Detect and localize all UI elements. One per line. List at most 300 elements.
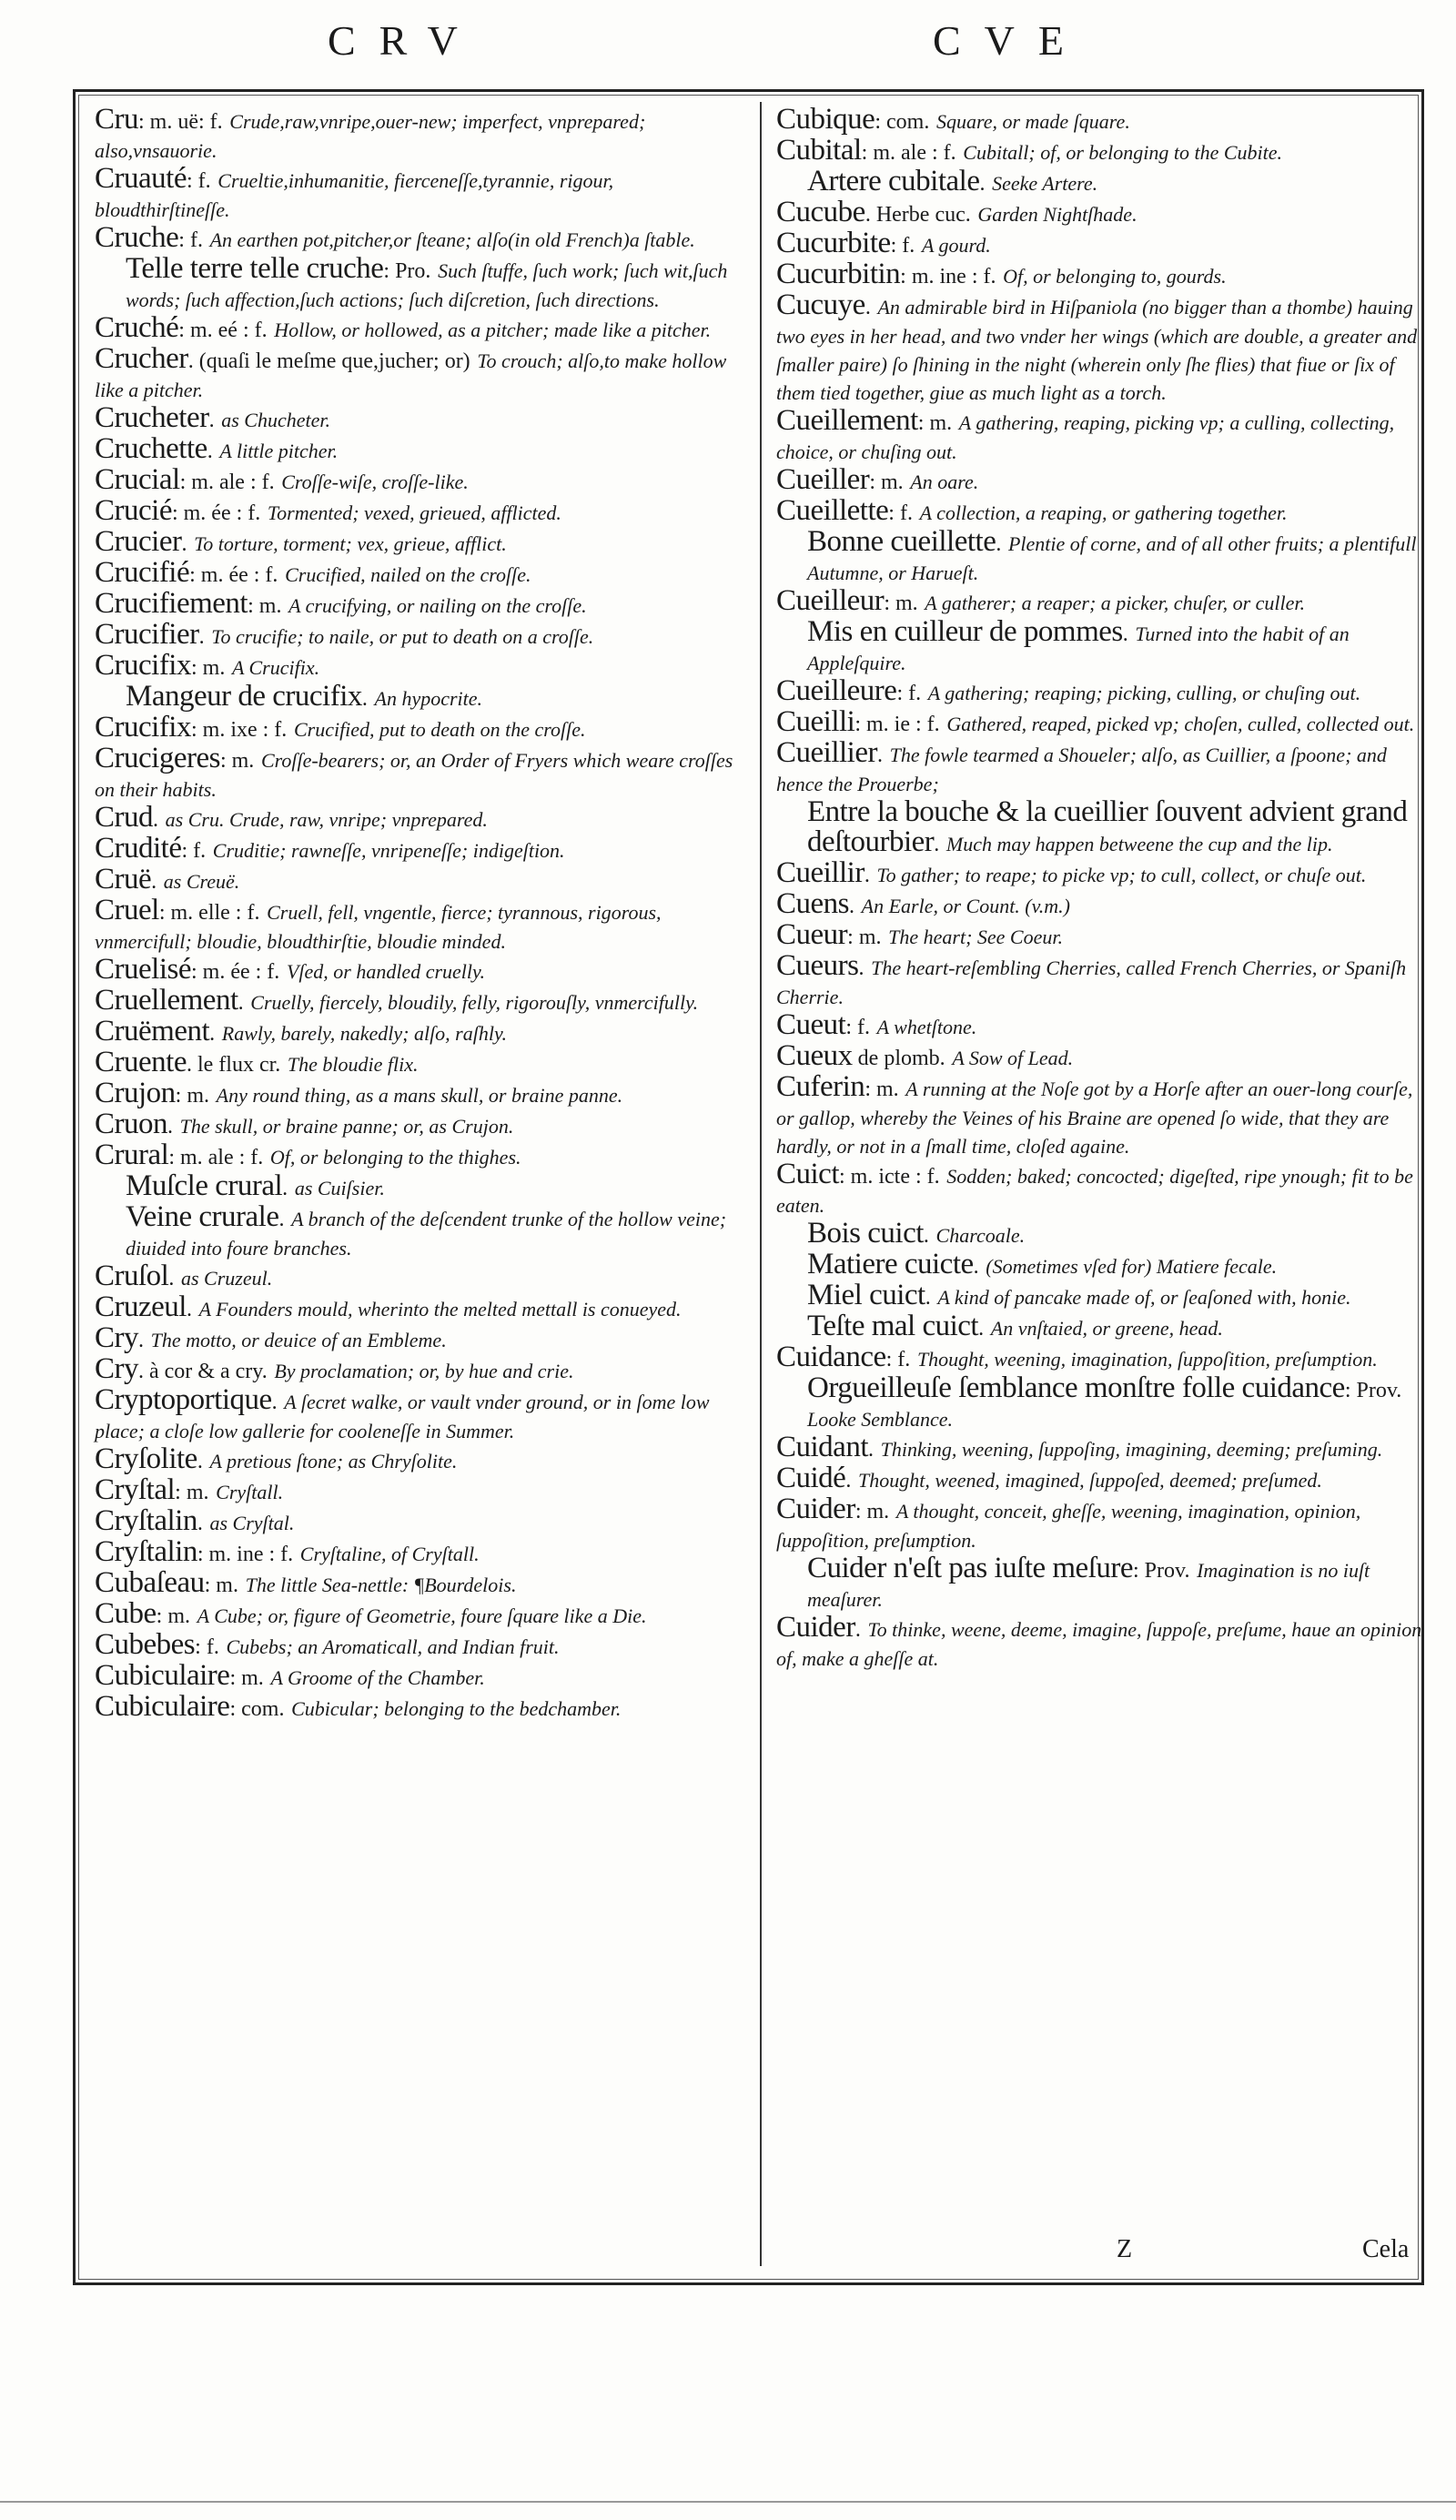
grammar-note: . bbox=[845, 1469, 852, 1493]
headword: Cruchette bbox=[95, 432, 207, 465]
headword: Miel cuict bbox=[807, 1279, 925, 1311]
headword: Cubebes bbox=[95, 1628, 196, 1661]
grammar-note: : f. bbox=[888, 501, 913, 525]
headword: Cry bbox=[95, 1352, 138, 1385]
grammar-note: : m. bbox=[229, 1666, 264, 1690]
right-column-entry bbox=[776, 494, 1431, 528]
left-column-entry bbox=[95, 103, 750, 165]
headword: Matiere cuicte bbox=[807, 1248, 974, 1280]
left-column-entry bbox=[95, 1690, 750, 1724]
definition: A running at the Noſe got by a Horſe after an ouer-long courſe, or gallop, whereby the Veines of his Braine are opened ſo wide, that they are hardly, or not in a ſmall time, cloſed againe. bbox=[776, 1078, 1413, 1158]
grammar-note: . bbox=[925, 1286, 931, 1310]
definition: The skull, or braine panne; or, as Crujon. bbox=[179, 1115, 514, 1138]
left-column-entry bbox=[95, 311, 750, 345]
grammar-note: . bbox=[282, 1177, 288, 1200]
right-column-entry bbox=[776, 198, 1431, 229]
definition: To thinke, weene, deeme, imagine, ſuppoſe, preſume, haue an opinion of, make a gheſſe at. bbox=[776, 1618, 1422, 1670]
definition: A collection, a reaping, or gathering together. bbox=[919, 501, 1288, 524]
right-column-entry bbox=[776, 918, 1431, 952]
grammar-note: : com. bbox=[875, 110, 930, 134]
headword: Crujon bbox=[95, 1077, 176, 1109]
left-column-entry bbox=[95, 162, 750, 224]
definition: Gathered, reaped, picked vp; choſen, culled, collected out. bbox=[946, 713, 1415, 735]
grammar-note: . bbox=[151, 870, 157, 894]
grammar-note: . bbox=[168, 1267, 175, 1290]
grammar-note: . bbox=[198, 625, 205, 649]
left-column-entry bbox=[95, 984, 750, 1017]
headword: Cryſtalin bbox=[95, 1535, 197, 1568]
definition: Charcoale. bbox=[935, 1224, 1026, 1247]
headword: Cruëment bbox=[95, 1015, 210, 1047]
grammar-note: . bbox=[858, 956, 864, 980]
headword: Crucheter bbox=[95, 401, 209, 434]
headword: Cueillir bbox=[776, 856, 864, 889]
right-column-entry bbox=[776, 1250, 1431, 1281]
left-column-entry bbox=[95, 1535, 750, 1569]
headword: Crural bbox=[95, 1139, 169, 1171]
definition: The fowle tearmed a Shoueler; alſo, as Cuillier, a ſpoone; and hence the Prouerbe; bbox=[776, 744, 1387, 795]
bottom-rule bbox=[0, 2501, 1456, 2503]
headword: Crucigeres bbox=[95, 742, 220, 774]
definition: Tormented; vexed, grieued, afflicted. bbox=[267, 501, 561, 524]
grammar-note: : f. bbox=[195, 1635, 219, 1659]
left-column-entry bbox=[95, 680, 750, 713]
headword: Cruellement bbox=[95, 984, 238, 1017]
left-column-entry bbox=[95, 1352, 750, 1386]
headword: Teſte mal cuict bbox=[807, 1310, 979, 1342]
grammar-note: : m. ée : f. bbox=[190, 960, 280, 984]
headword: Cueillier bbox=[776, 736, 877, 769]
right-column-entry bbox=[776, 525, 1431, 587]
definition: Cryſtall. bbox=[216, 1481, 284, 1503]
grammar-note: : m. ée : f. bbox=[189, 563, 278, 587]
definition: To torture, torment; vex, grieue, afflict. bbox=[194, 532, 507, 555]
headword: Crucifix bbox=[95, 711, 191, 744]
headword: Cryſtalin bbox=[95, 1504, 197, 1537]
definition: as Cruzeul. bbox=[180, 1267, 273, 1290]
grammar-note: . (quaſi le meſme que,jucher; or) bbox=[187, 349, 470, 373]
grammar-note: . bbox=[854, 1618, 861, 1642]
definition: Turned into the habit of an Appleſquire. bbox=[807, 622, 1350, 674]
headword: Mis en cuilleur de pommes bbox=[807, 615, 1123, 648]
headword: Cueilleure bbox=[776, 674, 897, 707]
headword: Cueillette bbox=[776, 494, 889, 527]
right-column-entry bbox=[776, 1371, 1431, 1433]
grammar-note: : f. bbox=[178, 228, 203, 252]
headword: Crucier bbox=[95, 525, 182, 558]
grammar-note: : Prov. bbox=[1133, 1559, 1190, 1583]
right-column-entry bbox=[776, 1008, 1431, 1042]
right-column-entry bbox=[776, 1070, 1431, 1160]
left-column-entry bbox=[95, 1597, 750, 1631]
grammar-note: . bbox=[979, 172, 986, 196]
definition: An vnſtaied, or greene, head. bbox=[990, 1317, 1223, 1340]
grammar-note: de plomb. bbox=[852, 1047, 945, 1070]
headword: Cuider bbox=[776, 1493, 855, 1525]
grammar-note: : Pro. bbox=[383, 259, 431, 283]
definition: Looke Semblance. bbox=[807, 1408, 954, 1431]
left-column-entry bbox=[95, 1169, 750, 1203]
left-column-entry bbox=[95, 865, 750, 896]
grammar-note: . bbox=[864, 296, 871, 319]
definition: An admirable bird in Hiſpaniola (no bigger than a thombe) hauing two eyes in her head, and two vnder her wings (which are double, a greater and ſmaller paire) ſo ſhining in the night (wherein only ſhe flies) that fiue or ſix of them tied together, giue as much light as a torch. bbox=[776, 296, 1418, 404]
grammar-note: : m. bbox=[847, 926, 882, 949]
headword: Orgueilleuſe ſemblance monſtre folle cuidance bbox=[807, 1371, 1345, 1404]
left-column-entry bbox=[95, 1141, 750, 1172]
definition: Crueltie,inhumanitie, fierceneſſe,tyrannie, rigour, bloudthirſtineſſe. bbox=[95, 169, 614, 221]
left-column-entry bbox=[95, 896, 750, 956]
definition: Crude,raw,vnripe,ouer-new; imperfect, vnprepared; also,vnsauorie. bbox=[95, 110, 646, 162]
definition: Thinking, weening, ſuppoſing, imagining, deeming; preſuming. bbox=[880, 1438, 1383, 1461]
definition: Cubicular; belonging to the bedchamber. bbox=[291, 1697, 622, 1720]
definition: as Chucheter. bbox=[221, 409, 331, 431]
grammar-note: : m. bbox=[917, 411, 953, 435]
grammar-note: : m. bbox=[864, 1078, 899, 1101]
grammar-note: : m. bbox=[175, 1084, 210, 1108]
left-column-entry bbox=[95, 252, 750, 314]
grammar-note: . le flux cr. bbox=[186, 1053, 281, 1077]
headword: Cueux bbox=[776, 1039, 853, 1072]
left-column-entry bbox=[95, 556, 750, 590]
headword: Cuider n'eſt pas iuſte meſure bbox=[807, 1552, 1134, 1584]
headword: Cuidé bbox=[776, 1462, 846, 1494]
right-column-entry bbox=[776, 134, 1431, 167]
running-head-left: CRV bbox=[328, 17, 481, 64]
definition: Of, or belonging to the thighes. bbox=[269, 1146, 521, 1169]
right-column-entry bbox=[776, 705, 1431, 739]
grammar-note: : m. ixe : f. bbox=[190, 718, 288, 742]
grammar-note: : m. elle : f. bbox=[158, 901, 260, 925]
grammar-note: . bbox=[978, 1317, 985, 1341]
definition: To crouch; alſo,to make hollow like a pitcher. bbox=[95, 349, 727, 401]
right-column-entry bbox=[776, 1464, 1431, 1495]
left-column-entry bbox=[95, 1442, 750, 1476]
grammar-note: . bbox=[207, 440, 213, 463]
grammar-note: : m. ale : f. bbox=[861, 141, 956, 165]
left-column-entry bbox=[95, 649, 750, 683]
headword: Cruzeul bbox=[95, 1290, 187, 1323]
column-divider bbox=[760, 102, 762, 2266]
definition: Crucified, put to death on the croſſe. bbox=[293, 718, 586, 741]
definition: Cubebs; an Aromaticall, and Indian fruit. bbox=[226, 1635, 560, 1658]
definition: A gathering, reaping, picking vp; a culling, collecting, choice, or chuſing out. bbox=[776, 411, 1395, 463]
signature-mark: Z bbox=[1117, 2235, 1133, 2263]
grammar-note: : m. ée : f. bbox=[171, 501, 261, 525]
definition: A gathering; reaping; picking, culling, or chuſing out. bbox=[927, 682, 1361, 704]
definition: An Earle, or Count. (v.m.) bbox=[861, 895, 1070, 917]
right-column-entry bbox=[776, 615, 1431, 677]
definition: Vſed, or handled cruelly. bbox=[286, 960, 486, 983]
headword: Muſcle crural bbox=[126, 1169, 283, 1202]
headword: Crucifix bbox=[95, 649, 191, 682]
definition: as Creuë. bbox=[163, 870, 240, 893]
definition: A crucifying, or nailing on the croſſe. bbox=[288, 594, 587, 617]
left-column-entry bbox=[95, 744, 750, 804]
headword: Cubique bbox=[776, 103, 875, 136]
headword: Veine crurale bbox=[126, 1200, 279, 1233]
definition: An hypocrite. bbox=[374, 687, 483, 710]
grammar-note: . bbox=[934, 833, 940, 856]
headword: Cryptoportique bbox=[95, 1383, 272, 1416]
grammar-note: : f. bbox=[181, 839, 207, 863]
definition: Garden Nightſhade. bbox=[977, 203, 1138, 226]
definition: A whetſtone. bbox=[876, 1016, 977, 1038]
grammar-note: . bbox=[996, 532, 1002, 556]
left-column-entry bbox=[95, 832, 750, 865]
grammar-note: . bbox=[864, 864, 870, 887]
definition: Plentie of corne, and of all other fruits; a plentifull Autumne, or Harueſt. bbox=[807, 532, 1417, 584]
headword: Cucuye bbox=[776, 288, 865, 321]
right-column-entry bbox=[776, 404, 1431, 466]
headword: Cryſolite bbox=[95, 1442, 197, 1475]
left-column-entry bbox=[95, 1473, 750, 1507]
definition: Croſſe-wiſe, croſſe-like. bbox=[281, 471, 469, 493]
grammar-note: : m. ale : f. bbox=[179, 471, 275, 494]
headword: Artere cubitale bbox=[807, 165, 980, 197]
definition: (Sometimes vſed for) Matiere fecale. bbox=[986, 1255, 1278, 1278]
definition: A Groome of the Chamber. bbox=[270, 1666, 485, 1689]
definition: A Cube; or, figure of Geometrie, foure ſquare like a Die. bbox=[197, 1604, 647, 1627]
grammar-note: . bbox=[209, 1022, 216, 1046]
grammar-note: . bbox=[271, 1391, 278, 1414]
grammar-note: . bbox=[167, 1115, 173, 1139]
headword: Crucifié bbox=[95, 556, 190, 589]
headword: Cruauté bbox=[95, 162, 187, 195]
left-column-entry bbox=[95, 401, 750, 435]
headword: Cubaſeau bbox=[95, 1566, 205, 1599]
headword: Cueilli bbox=[776, 705, 855, 738]
grammar-note: : m. ine : f. bbox=[900, 265, 996, 288]
definition: Cruell, fell, vngentle, fierce; tyrannous, rigorous, vnmercifull; bloudie, bloudthirſtie, bloudie minded. bbox=[95, 901, 662, 953]
right-column-entry bbox=[776, 103, 1431, 137]
definition: A ſecret walke, or vault vnder ground, or in ſome low place; a cloſe low gallerie for cooleneſſe in Summer. bbox=[95, 1391, 710, 1442]
grammar-note: . bbox=[181, 532, 187, 556]
grammar-note: : m. bbox=[190, 656, 226, 680]
right-column-entry bbox=[776, 887, 1431, 921]
right-column-entry bbox=[776, 1312, 1431, 1343]
grammar-note: : m. eé : f. bbox=[178, 319, 268, 342]
right-column-entry bbox=[776, 1554, 1431, 1614]
right-column-entry bbox=[776, 1217, 1431, 1250]
left-column-entry bbox=[95, 342, 750, 404]
grammar-note: . bbox=[973, 1255, 979, 1279]
grammar-note: . bbox=[153, 808, 158, 832]
grammar-note: : m. bbox=[219, 749, 255, 773]
headword: Crudité bbox=[95, 832, 182, 865]
grammar-note: : Prov. bbox=[1344, 1379, 1402, 1402]
right-column-entry bbox=[776, 584, 1431, 618]
catchword: Cela bbox=[1362, 2235, 1410, 2263]
headword: Cuferin bbox=[776, 1070, 865, 1103]
headword: Entre la bouche & la cueillier ſouvent advient grand deſtourbier bbox=[807, 795, 1408, 858]
grammar-note: : f. bbox=[186, 169, 211, 193]
grammar-note: . bbox=[238, 991, 244, 1015]
grammar-note: : m. icte : f. bbox=[839, 1165, 940, 1189]
grammar-note: . bbox=[197, 1512, 203, 1535]
left-column bbox=[95, 103, 750, 1724]
grammar-note: : m. bbox=[175, 1481, 209, 1504]
definition: A little pitcher. bbox=[219, 440, 339, 462]
left-column-entry bbox=[95, 525, 750, 559]
left-column-entry bbox=[95, 1110, 750, 1141]
headword: Crucié bbox=[95, 494, 172, 527]
definition: The heart-reſembling Cherries, called French Cherries, or Spaniſh Cherrie. bbox=[776, 956, 1407, 1008]
headword: Cucube bbox=[776, 196, 865, 228]
left-column-entry bbox=[95, 1290, 750, 1324]
definition: Such ſtuffe, ſuch work; ſuch wit,ſuch words; ſuch affection,ſuch actions; ſuch diſcretion, ſuch directions. bbox=[126, 259, 728, 311]
headword: Bois cuict bbox=[807, 1217, 924, 1250]
definition: Square, or made ſquare. bbox=[935, 110, 1130, 133]
headword: Cueut bbox=[776, 1008, 846, 1041]
headword: Cruché bbox=[95, 311, 179, 344]
grammar-note: . bbox=[849, 895, 854, 918]
definition: as Cuiſsier. bbox=[294, 1177, 385, 1199]
grammar-note: . à cor & a cry. bbox=[138, 1360, 268, 1383]
grammar-note: : m. bbox=[156, 1604, 191, 1628]
right-column-entry bbox=[776, 1281, 1431, 1312]
grammar-note: : m. bbox=[248, 594, 282, 618]
left-column-entry bbox=[95, 1321, 750, 1355]
headword: Bonne cueillette bbox=[807, 525, 996, 558]
grammar-note: . bbox=[186, 1298, 192, 1321]
definition: Much may happen betweene the cup and the lip. bbox=[945, 833, 1333, 855]
definition: Cryſtaline, of Cryſtall. bbox=[299, 1543, 480, 1565]
left-column-entry bbox=[95, 1659, 750, 1693]
grammar-note: . bbox=[361, 687, 368, 711]
right-column-entry bbox=[776, 1343, 1431, 1374]
headword: Cueurs bbox=[776, 949, 859, 982]
headword: Cuidance bbox=[776, 1341, 886, 1373]
left-column-entry bbox=[95, 463, 750, 497]
headword: Cru bbox=[95, 103, 138, 136]
definition: A Founders mould, wherinto the melted mettall is conueyed. bbox=[198, 1298, 682, 1321]
definition: A gatherer; a reaper; a picker, chuſer, or culler. bbox=[925, 592, 1306, 614]
headword: Crucifiement bbox=[95, 587, 248, 620]
definition: Thought, weened, imagined, ſuppoſed, deemed; preſumed. bbox=[857, 1469, 1322, 1492]
grammar-note: . bbox=[208, 409, 215, 432]
left-column-entry bbox=[95, 494, 750, 528]
left-column-entry bbox=[95, 618, 750, 652]
right-column-entry bbox=[776, 856, 1431, 890]
left-column-entry bbox=[95, 1017, 750, 1048]
headword: Cubital bbox=[776, 134, 862, 167]
grammar-note: : m. bbox=[869, 471, 904, 494]
definition: Crucified, nailed on the croſſe. bbox=[285, 563, 531, 586]
running-head-right: CVE bbox=[933, 17, 1087, 64]
grammar-note: : f. bbox=[896, 682, 922, 705]
left-column-entry bbox=[95, 953, 750, 987]
grammar-note: : m. ine : f. bbox=[197, 1543, 294, 1566]
definition: Of, or belonging to, gourds. bbox=[1003, 265, 1227, 288]
grammar-note: : m. bbox=[204, 1574, 238, 1597]
definition: Cruditie; rawneſſe, vnripeneſſe; indigeſtion. bbox=[212, 839, 565, 862]
definition: A pretious ſtone; as Chryſolite. bbox=[209, 1450, 458, 1473]
left-column-entry bbox=[95, 1262, 750, 1293]
definition: Seeke Artere. bbox=[992, 172, 1098, 195]
definition: Any round thing, as a mans skull, or braine panne. bbox=[216, 1084, 623, 1107]
right-column-entry bbox=[776, 1039, 1431, 1073]
grammar-note: . bbox=[868, 1438, 874, 1462]
grammar-note: . bbox=[138, 1329, 144, 1352]
grammar-note: . bbox=[197, 1450, 203, 1473]
definition: Cubitall; of, or belonging to the Cubite. bbox=[963, 141, 1283, 164]
definition: To crucifie; to naile, or put to death on a croſſe. bbox=[211, 625, 594, 648]
right-column-entry bbox=[776, 949, 1431, 1011]
grammar-note: : f. bbox=[845, 1016, 870, 1039]
headword: Cuidant bbox=[776, 1431, 868, 1463]
headword: Cruel bbox=[95, 894, 159, 926]
headword: Cruente bbox=[95, 1046, 187, 1078]
right-column-entry bbox=[776, 1495, 1431, 1554]
left-column-entry bbox=[95, 432, 750, 466]
left-column-entry bbox=[95, 1200, 750, 1262]
definition: An earthen pot,pitcher,or ſteane; alſo(in old French)a ſtable. bbox=[209, 228, 695, 251]
headword: Crud bbox=[95, 801, 153, 834]
definition: A Sow of Lead. bbox=[952, 1047, 1074, 1069]
left-column-entry bbox=[95, 713, 750, 744]
headword: Cuider bbox=[776, 1611, 855, 1644]
grammar-note: : m. uë: f. bbox=[138, 110, 223, 134]
right-column-entry bbox=[776, 795, 1431, 859]
grammar-note: . Herbe cuc. bbox=[864, 203, 971, 227]
headword: Cucurbite bbox=[776, 227, 891, 259]
right-column-entry bbox=[776, 1433, 1431, 1464]
definition: Thought, weening, imagination, ſuppoſition, preſumption. bbox=[916, 1348, 1378, 1371]
headword: Cryſtal bbox=[95, 1473, 176, 1506]
definition: Hollow, or hollowed, as a pitcher; made like a pitcher. bbox=[274, 319, 712, 341]
left-column-entry bbox=[95, 801, 750, 835]
grammar-note: : com. bbox=[229, 1697, 285, 1721]
left-column-entry bbox=[95, 587, 750, 621]
headword: Cueillement bbox=[776, 404, 918, 437]
headword: Cuict bbox=[776, 1158, 839, 1190]
headword: Mangeur de crucifix bbox=[126, 680, 362, 713]
definition: A gourd. bbox=[921, 234, 991, 257]
definition: as Cru. Crude, raw, vnripe; vnprepared. bbox=[165, 808, 488, 831]
definition: The bloudie flix. bbox=[287, 1053, 419, 1076]
definition: The motto, or deuice of an Embleme. bbox=[150, 1329, 447, 1351]
definition: Croſſe-bearers; or, an Order of Fryers which weare croſſes on their habits. bbox=[95, 749, 733, 801]
definition: A kind of pancake made of, or ſeaſoned with, honie. bbox=[937, 1286, 1351, 1309]
grammar-note: . bbox=[876, 744, 883, 767]
headword: Telle terre telle cruche bbox=[126, 252, 384, 285]
grammar-note: . bbox=[278, 1208, 285, 1231]
left-column-entry bbox=[95, 221, 750, 255]
right-column-entry bbox=[776, 229, 1431, 260]
right-column-entry bbox=[776, 260, 1431, 291]
headword: Cruelisé bbox=[95, 953, 191, 986]
right-column bbox=[776, 103, 1431, 1673]
headword: Crucher bbox=[95, 342, 188, 375]
right-column-entry bbox=[776, 463, 1431, 497]
definition: The little Sea-nettle: ¶Bourdelois. bbox=[245, 1574, 517, 1596]
left-column-entry bbox=[95, 1628, 750, 1662]
headword: Crucifier bbox=[95, 618, 199, 651]
grammar-note: : f. bbox=[885, 1348, 911, 1371]
left-column-entry bbox=[95, 1048, 750, 1079]
right-column-entry bbox=[776, 736, 1431, 798]
headword: Cruſol bbox=[95, 1260, 169, 1292]
right-column-entry bbox=[776, 1160, 1431, 1220]
headword: Cruë bbox=[95, 863, 152, 896]
headword: Cube bbox=[95, 1597, 157, 1630]
grammar-note: . bbox=[923, 1224, 929, 1248]
right-column-entry bbox=[776, 674, 1431, 708]
definition: To gather; to reape; to picke vp; to cull, collect, or chuſe out. bbox=[876, 864, 1367, 886]
headword: Cry bbox=[95, 1321, 138, 1354]
definition: Sodden; baked; concocted; digeſted, ripe ynough; fit to be eaten. bbox=[776, 1165, 1413, 1217]
left-column-entry bbox=[95, 1079, 750, 1110]
